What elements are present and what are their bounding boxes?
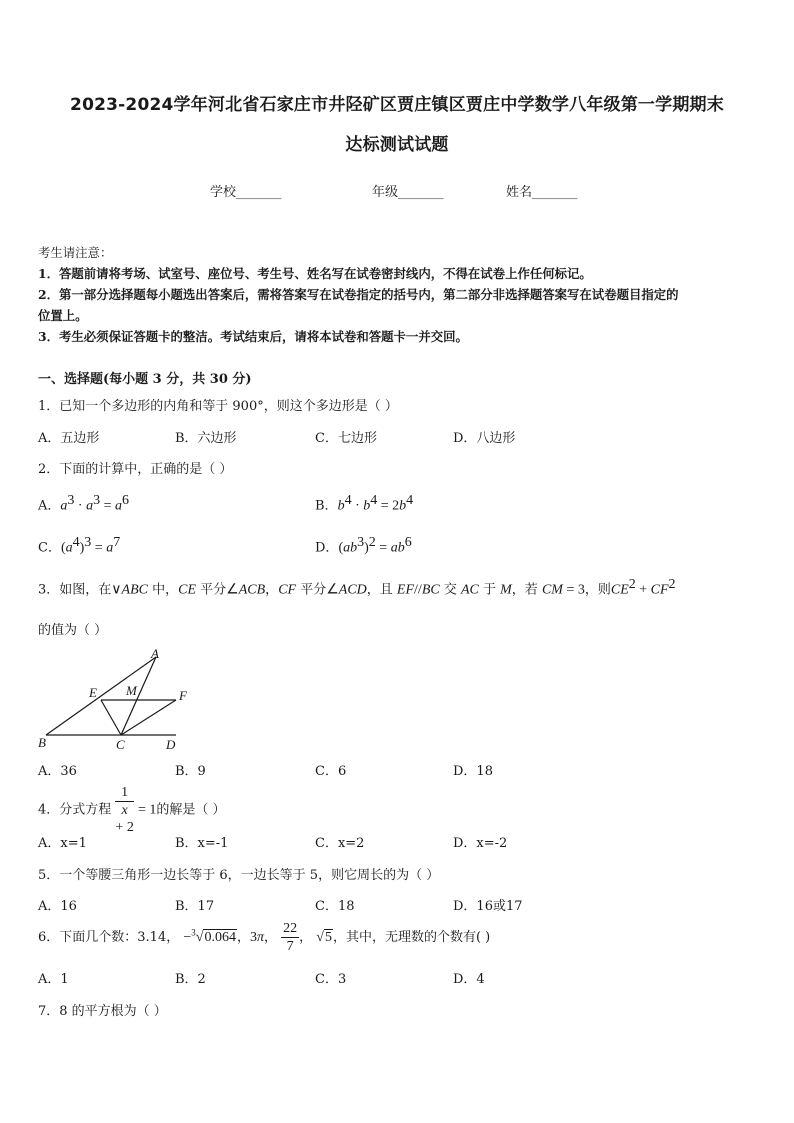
q1-option-b: B．六边形 bbox=[175, 431, 237, 446]
question-1-stem: 1．已知一个多边形的内角和等于 900°，则这个多边形是（ ） bbox=[38, 399, 398, 414]
exam-title-line1: 2023-2024学年河北省石家庄市井陉矿区贾庄镇区贾庄中学数学八年级第一学期期末 bbox=[70, 95, 724, 115]
label-e: E bbox=[89, 685, 97, 700]
question-4-stem: 4．分式方程 1 x + 2 = 1的解是（ ） bbox=[38, 785, 226, 835]
label-c: C bbox=[116, 737, 125, 752]
question-3-stem-end: 的值为（ ） bbox=[38, 623, 108, 638]
q6-option-d: D．4 bbox=[453, 972, 485, 987]
question-2-stem: 2．下面的计算中，正确的是（ ） bbox=[38, 462, 233, 477]
q2-option-b: B．$b^4 \cdot b^4 = 2b^4$ bbox=[315, 493, 414, 514]
fraction: $\frac{22}{7}$ bbox=[283, 921, 298, 954]
label-m: M bbox=[126, 683, 137, 698]
exam-title-line2: 达标测试试题 bbox=[345, 135, 449, 155]
label-a: A bbox=[151, 646, 159, 661]
label-b: B bbox=[38, 735, 46, 750]
notes-heading: 考生请注意： bbox=[38, 245, 113, 260]
q1-option-d: D．八边形 bbox=[453, 431, 516, 446]
triangle-figure bbox=[36, 645, 196, 755]
q3-option-a: A．36 bbox=[38, 764, 77, 779]
q4-option-b: B．x=-1 bbox=[175, 836, 229, 851]
q3-option-c: C．6 bbox=[315, 764, 347, 779]
school-field: 学校_______ bbox=[210, 185, 282, 200]
q5-option-a: A．16 bbox=[38, 899, 77, 914]
line-ec bbox=[101, 700, 121, 735]
notes-block bbox=[38, 242, 679, 347]
q6-option-c: C．3 bbox=[315, 972, 347, 987]
note-item: 1．答题前请将考场、试室号、座位号、考生号、姓名写在试卷密封线内，不得在试卷上作任何标记。 bbox=[38, 266, 592, 281]
question-6-stem: 6．下面几个数：3.14， −$^3$√0.064，3π， $\frac{22}{7}$ ， √5，其中，无理数的个数有( ) bbox=[38, 921, 491, 954]
grade-field: 年级_______ bbox=[372, 185, 444, 200]
q5-option-c: C．18 bbox=[315, 899, 355, 914]
note-item: 位置上。 bbox=[38, 308, 88, 323]
question-7-stem: 7．8 的平方根为（ ） bbox=[38, 1004, 167, 1019]
note-item: 2．第一部分选择题每小题选出答案后，需将答案写在试卷指定的括号内，第二部分非选择题答案写在试卷题目指定的 bbox=[38, 287, 679, 302]
q2-option-a: A．$a^3 \cdot a^3 = a^6$ bbox=[38, 493, 129, 514]
q5-option-d: D．16或17 bbox=[453, 899, 523, 914]
note-item: 3．考生必须保证答题卡的整洁。考试结束后，请将本试卷和答题卡一并交回。 bbox=[38, 329, 468, 344]
label-d: D bbox=[166, 737, 176, 752]
q1-option-c: C．七边形 bbox=[315, 431, 377, 446]
q3-option-d: D．18 bbox=[453, 764, 493, 779]
q5-option-b: B．17 bbox=[175, 899, 215, 914]
q1-option-a: A．五边形 bbox=[38, 431, 100, 446]
q4-option-c: C．x=2 bbox=[315, 836, 365, 851]
question-5-stem: 5．一个等腰三角形一边长等于 6，一边长等于 5，则它周长的为（ ） bbox=[38, 868, 440, 883]
q4-option-a: A．x=1 bbox=[38, 836, 87, 851]
q2-option-c: C．$(a^4)^3 = a^7$ bbox=[38, 535, 121, 556]
q3-option-b: B．9 bbox=[175, 764, 206, 779]
section-heading: 一、选择题(每小题 3 分，共 30 分) bbox=[38, 372, 252, 387]
label-f: F bbox=[179, 688, 187, 703]
q6-option-b: B．2 bbox=[175, 972, 206, 987]
question-3-stem: 3．如图，在∨ABC 中，CE 平分∠ACB，CF 平分∠ACD，且 EF//BC 交 AC 于 M，若 CM = 3，则$CE^2 + CF^2$ bbox=[38, 577, 676, 598]
fraction: 1 x + 2 bbox=[115, 785, 134, 835]
name-field: 姓名_______ bbox=[506, 185, 578, 200]
q4-option-d: D．x=-2 bbox=[453, 836, 508, 851]
q6-option-a: A．1 bbox=[38, 972, 69, 987]
q2-option-d: D．$(ab^3)^2 = ab^6$ bbox=[315, 535, 412, 556]
